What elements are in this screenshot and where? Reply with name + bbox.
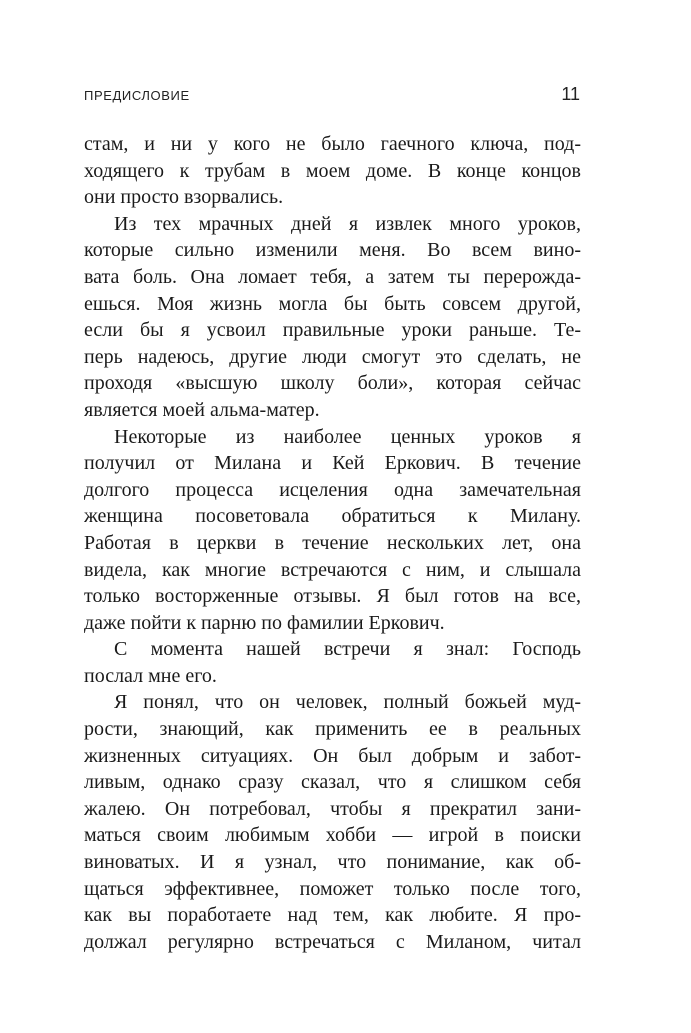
text-line: проходя «высшую школу боли», которая сейчас <box>84 372 581 395</box>
text-line: только восторженные отзывы. Я был готов на все, <box>84 585 581 608</box>
text-line: жизненных ситуациях. Он был добрым и забот- <box>84 744 581 767</box>
text-line: стам, и ни у кого не было гаечного ключа, под- <box>84 133 581 155</box>
text-line: послал мне его. <box>84 664 217 687</box>
text-line: должал регулярно встречаться с Миланом, читал <box>84 930 581 953</box>
text-line: щаться эффективнее, поможет только после того, <box>84 877 581 900</box>
text-line: жалею. Он потребовал, чтобы я прекратил зани- <box>84 797 581 820</box>
text-line: является моей альма-матер. <box>84 398 320 421</box>
text-line: ходящего к трубам в моем доме. В конце концов <box>84 159 581 182</box>
body-text <box>84 131 581 955</box>
text-line: Из тех мрачных дней я извлек много уроков, <box>114 212 581 235</box>
text-line: маться своим любимым хобби — игрой в поиски <box>84 824 581 847</box>
text-line: вата боль. Она ломает тебя, а затем ты перерожда- <box>84 265 581 288</box>
text-line: они просто взорвались. <box>84 186 284 209</box>
page-number: 11 <box>561 84 580 104</box>
text-line: С момента нашей встречи я знал: Господь <box>114 638 581 661</box>
running-head: ПРЕДИСЛОВИЕ <box>84 88 190 103</box>
text-line: ливым, однако сразу сказал, что я слишком себя <box>84 771 581 794</box>
text-line: перь надеюсь, другие люди смогут это сделать, не <box>84 345 581 368</box>
text-line: женщина посоветовала обратиться к Милану. <box>84 505 581 528</box>
text-line: долгого процесса исцеления одна замечательная <box>84 478 581 501</box>
text-line: даже пойти к парню по фамилии Еркович. <box>84 611 445 634</box>
text-line: рости, знающий, как применить ее в реальных <box>84 718 581 741</box>
text-line: если бы я усвоил правильные уроки раньше. Те- <box>84 319 581 342</box>
text-line: Работая в церкви в течение нескольких лет, она <box>84 531 581 554</box>
text-line: Я понял, что он человек, полный божьей муд- <box>114 691 581 714</box>
text-line: виноватых. И я узнал, что понимание, как об- <box>84 851 581 874</box>
text-line: которые сильно изменили меня. Во всем вино- <box>84 239 581 262</box>
text-line: как вы поработаете над тем, как любите. Я про- <box>84 904 581 927</box>
text-line: ешься. Моя жизнь могла бы быть совсем другой, <box>84 292 581 315</box>
text-line: Некоторые из наиболее ценных уроков я <box>114 425 581 448</box>
text-line: получил от Милана и Кей Еркович. В течение <box>84 452 581 475</box>
text-line: видела, как многие встречаются с ним, и слышала <box>84 558 581 581</box>
